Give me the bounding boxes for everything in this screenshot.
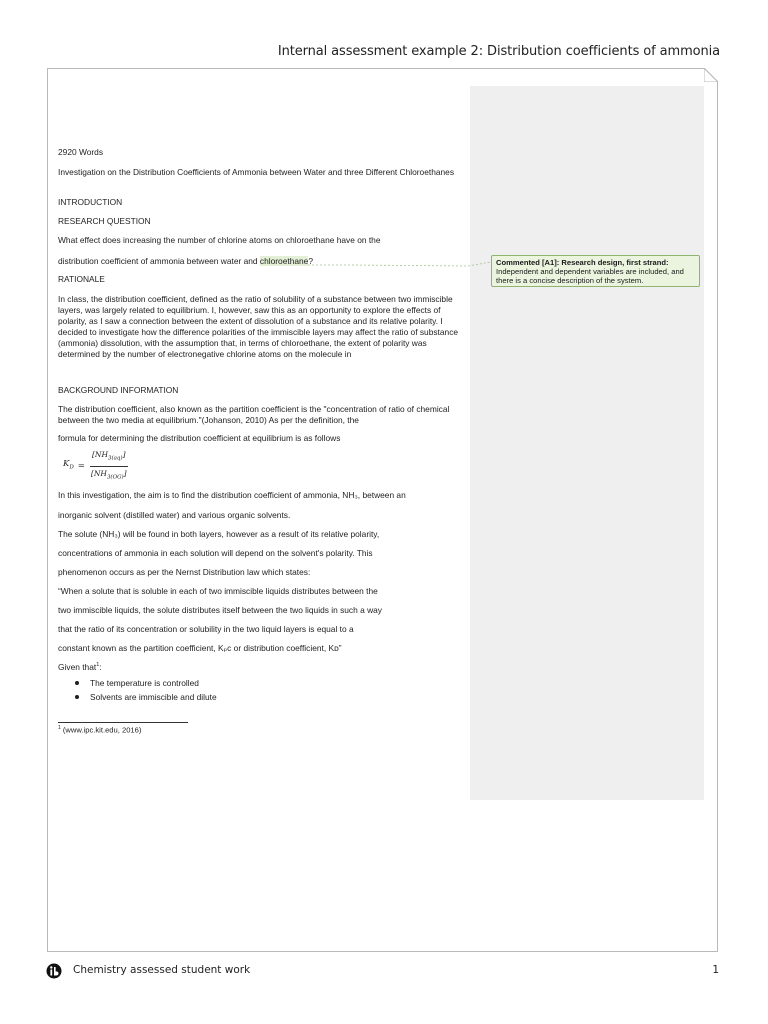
quote-line-3: that the ratio of its concentration or solubility in the two liquid layers is equal to a <box>58 624 354 634</box>
footnote-ref[interactable]: 1 <box>96 662 100 668</box>
rationale-paragraph: In class, the distribution coefficient, defined as the ratio of solubility of a substance between two immiscible layers, was largely related to equilibrium. I, however, saw this as an opportunity to explore the effects of polarity, as I saw a connection between the extent of dissolution of a substance and its relative polarity. I decided to investigate how the difference polarities of the immiscible layers may affect the ratio of substance (ammonia) dissolution, with the assumption that, in terms of chloroethane, the extent of polarity was determined by the number of electronegative chlorine atoms on the molecule in <box>58 294 459 359</box>
formula-fraction <box>89 449 129 483</box>
footnote-separator <box>58 722 188 723</box>
list-item: The temperature is controlled <box>58 678 466 692</box>
rq-text-end: ? <box>308 256 314 266</box>
list-item: Solvents are immiscible and dilute <box>58 692 466 706</box>
word-count: 2920 Words <box>58 147 104 157</box>
document-title: Investigation on the Distribution Coefficients of Ammonia between Water and three Different Chloroethanes <box>58 167 455 177</box>
given-colon: : <box>99 661 102 672</box>
num-end: ] <box>122 450 126 459</box>
rq-text: distribution coefficient of ammonia between water and <box>58 256 260 266</box>
heading-rationale: RATIONALE <box>58 274 105 284</box>
solute-line-3: phenomenon occurs as per the Nernst Distribution law which states: <box>58 567 311 577</box>
formula-numerator <box>90 449 128 467</box>
footnote-number: 1 <box>58 725 61 731</box>
conditions-list <box>58 678 466 706</box>
research-question-line-2 <box>58 256 466 267</box>
background-paragraph-2: formula for determining the distribution coefficient at equilibrium is as follows <box>58 433 341 443</box>
comment-title: Commented [A1]: Research design, first strand: <box>496 258 669 267</box>
heading-research-question: RESEARCH QUESTION <box>58 216 151 226</box>
highlighted-chloroethane[interactable]: chloroethane <box>259 256 309 266</box>
document-page <box>47 68 718 952</box>
num-text: [NH <box>91 450 108 459</box>
den-text: [NH <box>90 468 107 478</box>
formula-k-sub: D <box>69 464 74 471</box>
running-header: Internal assessment example 2: Distribution coefficients of ammonia <box>277 44 720 59</box>
formula-equals: = <box>77 460 85 471</box>
den-sub: 3(OG) <box>106 474 124 480</box>
ib-logo-icon <box>46 963 62 979</box>
aim-line-2: inorganic solvent (distilled water) and various organic solvents. <box>58 510 291 520</box>
num-sub: 3(aq) <box>107 455 123 462</box>
quote-line-2: two immiscible liquids, the solute distributes itself between the two liquids in such a way <box>58 605 382 615</box>
quote-line-4: constant known as the partition coefficient, Kₚᴄ or distribution coefficient, Kᴅ” <box>58 643 342 653</box>
distribution-coefficient-formula <box>63 450 129 480</box>
solute-line-1: The solute (NH₃) will be found in both layers, however as a result of its relative polarity, <box>58 529 380 539</box>
heading-introduction: INTRODUCTION <box>58 197 123 207</box>
page-number: 1 <box>712 964 719 976</box>
research-question-line-1: What effect does increasing the number of chlorine atoms on chloroethane have on the <box>58 235 381 245</box>
footer-subject: Chemistry assessed student work <box>73 964 251 976</box>
page-corner-fold-icon <box>704 68 718 82</box>
aim-line-1: In this investigation, the aim is to find the distribution coefficient of ammonia, NH₃, between an <box>58 490 406 500</box>
footnote-text: (www.ipc.kit.edu, 2016) <box>60 725 142 735</box>
given-that <box>58 660 466 673</box>
formula-lhs <box>63 459 74 474</box>
formula-denominator <box>89 467 129 484</box>
comment-balloon[interactable] <box>491 255 700 287</box>
footnote <box>58 725 141 735</box>
quote-line-1: “When a solute that is soluble in each of two immiscible liquids distributes between the <box>58 586 378 596</box>
formula-k: K <box>63 458 70 469</box>
background-paragraph-1: The distribution coefficient, also known as the partition coefficient is the "concentration of ratio of chemical between the two media at equilibrium."(Johanson, 2010) As per the definition, the <box>58 404 450 425</box>
given-text: Given that <box>58 661 97 672</box>
comment-body: Independent and dependent variables are included, and there is a concise description of the system. <box>496 267 684 285</box>
solute-line-2: concentrations of ammonia in each solution will depend on the solvent's polarity. This <box>58 548 373 558</box>
comment-pane <box>470 86 704 800</box>
heading-background: BACKGROUND INFORMATION <box>58 385 179 395</box>
den-end: ] <box>123 468 127 478</box>
